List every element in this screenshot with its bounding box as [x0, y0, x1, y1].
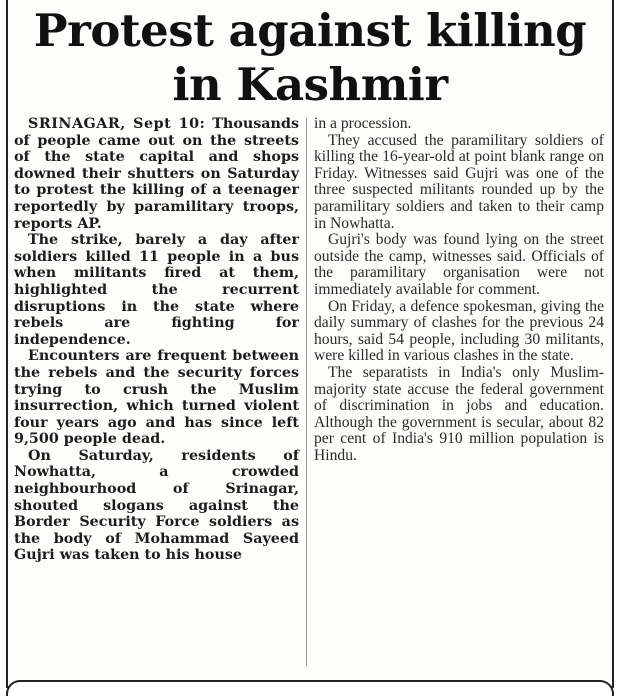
next-clipping-edge [6, 680, 614, 696]
headline [8, 4, 612, 112]
paragraph: Gujri's body was found lying on the street outside the camp, witnesses said. Officials of the paramilitary organisation were not immediately available for comment. [314, 231, 604, 298]
headline-line-1: Protest against killing [33, 4, 587, 57]
article-column-right [314, 116, 604, 464]
paragraph [14, 116, 299, 232]
paragraph-continuation: in a procession. [314, 115, 412, 132]
paragraph-text: Thousands of people came out on the streets of the state capital and shops downed their shutters on Saturday to protest the killing of a teenager reportedly by paramilitary troops, reports AP. [14, 116, 299, 232]
paragraph: On Saturday, residents of Nowhatta, a crowded neighbourhood of Srinagar, shouted slogans against the Border Security Force soldiers as the body of Mohammad Sayeed Gujri was taken to his house [14, 447, 299, 564]
paragraph: The separatists in India's only Muslim-majority state accuse the federal government of discrimination in jobs and education. Although the government is secular, about 82 per cent of India's 910 million population is Hindu. [314, 363, 604, 464]
paragraph: On Friday, a defence spokesman, giving the daily summary of clashes for the previous 24 hours, said 54 people, including 30 militants, were killed in various clashes in the state. [314, 297, 604, 365]
paragraph: The strike, barely a day after soldiers killed 11 people in a bus when militants fired at them, highlighted the recurrent disruptions in the state where rebels are fighting for independence. [14, 232, 299, 348]
column-divider [306, 118, 307, 666]
article-column-left [14, 116, 299, 564]
paragraph: They accused the paramilitary soldiers of killing the 16-year-old at point blank range on Friday. Witnesses said Gujri was one of the three suspected militants rounded up by the paramilitary soldiers and taken to their camp in Nowhatta. [314, 131, 604, 232]
headline-line-2: in Kashmir [172, 58, 448, 111]
dateline: SRINAGAR, Sept 10: [28, 116, 206, 132]
news-clipping [6, 0, 614, 688]
paragraph: Encounters are frequent between the rebels and the security forces trying to crush the Muslim insurrection, which turned violent four years ago and has since left 9,500 people dead. [14, 348, 299, 448]
